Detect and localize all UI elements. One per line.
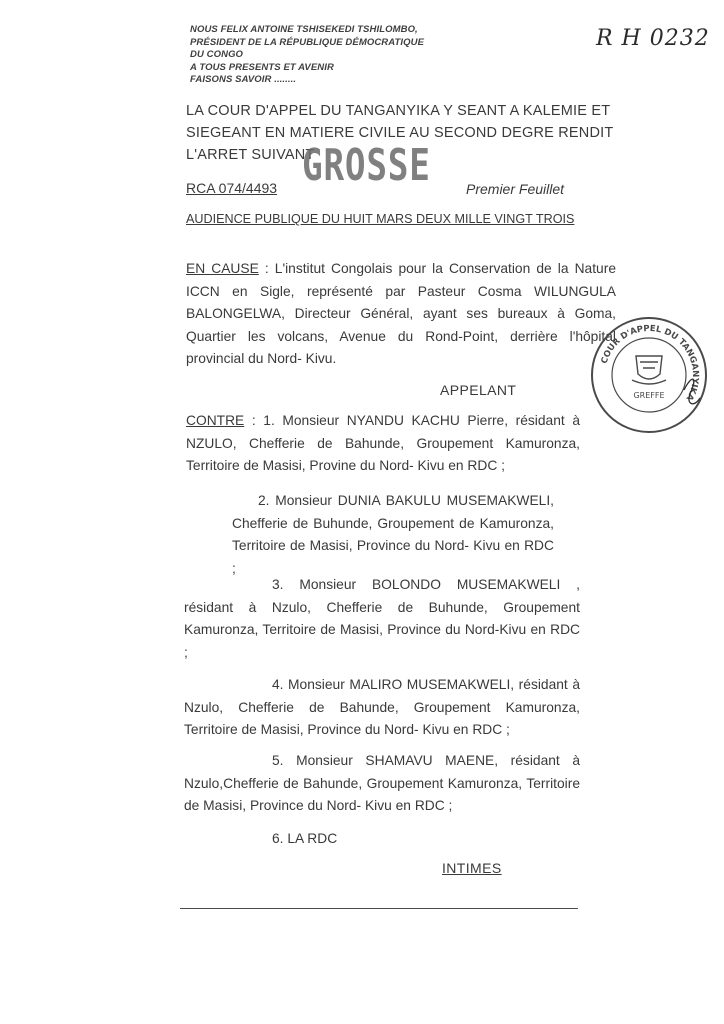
- party-2: 2. Monsieur DUNIA BAKULU MUSEMAKWELI, Chefferie de Buhunde, Groupement de Kamuronza, Territoire de Masisi, Province du Nord- Kivu en RDC ;: [232, 493, 554, 576]
- audience-line: AUDIENCE PUBLIQUE DU HUIT MARS DEUX MILLE VINGT TROIS: [186, 212, 575, 226]
- case-number: RCA 074/4493: [186, 180, 278, 196]
- contre-text: : 1. Monsieur NYANDU KACHU Pierre, résidant à NZULO, Chefferie de Bahunde, Groupement Kamuronza, Territoire de Masisi, Provine du Nord- Kivu en RDC ;: [186, 413, 580, 473]
- court-seal: [588, 314, 710, 436]
- seal-inner-ring: [612, 338, 686, 412]
- presidential-preamble: [190, 24, 424, 87]
- seal-ring-text: COUR D'APPEL DU TANGANYIKA: [599, 323, 701, 402]
- party-4: 4. Monsieur MALIRO MUSEMAKWELI, résidant à Nzulo, Chefferie de Bahunde, Groupement Kamuronza, Territoire de Masisi, Province du Nord- Kivu en RDC ;: [184, 677, 580, 737]
- seal-emblem-icon: [632, 356, 666, 384]
- sheet-label: Premier Feuillet: [466, 181, 565, 197]
- en-cause-text: : L'institut Congolais pour la Conservation de la Nature ICCN en Sigle, représenté par Pasteur Cosma WILUNGULA BALONGELWA, Directeur Général, ayant ses bureaux à Goma, Quartier les volcans, Avenue du Rond-Point, derrière l'hôpital provincial du Nord- Kivu.: [186, 261, 616, 366]
- seal-center-text: GREFFE: [633, 391, 665, 400]
- heading-line: L'ARRET SUIVANT: [186, 147, 315, 163]
- preamble-line: A TOUS PRESENTS ET AVENIR: [190, 61, 334, 73]
- heading-line: LA COUR D'APPEL DU TANGANYIKA Y SEANT A KALEMIE ET: [186, 103, 611, 119]
- contre-label: CONTRE: [186, 413, 245, 428]
- preamble-line: FAISONS SAVOIR ........: [190, 74, 297, 85]
- contre-paragraph: [186, 410, 580, 478]
- grosse-stamp: GROSSE: [302, 140, 431, 191]
- intimes-label: INTIMES: [442, 860, 502, 876]
- party-5: 5. Monsieur SHAMAVU MAENE, résidant à Nzulo,Chefferie de Bahunde, Groupement Kamuronza, Territoire de Masisi, Province du Nord- Kivu en RDC ;: [184, 753, 580, 813]
- appelant-label: APPELANT: [440, 382, 517, 398]
- preamble-line: DU CONGO: [190, 49, 244, 60]
- preamble-line: PRÉSIDENT DE LA RÉPUBLIQUE DÉMOCRATIQUE: [190, 36, 425, 48]
- party-3: 3. Monsieur BOLONDO MUSEMAKWELI , résidant à Nzulo, Chefferie de Buhunde, Groupement Kamuronza, Territoire de Masisi, Province du Nord-Kivu en RDC ;: [184, 577, 580, 660]
- bottom-rule: [180, 908, 578, 909]
- seal-outer-ring: [592, 318, 706, 432]
- handwritten-reference: R H 0232: [596, 26, 710, 51]
- en-cause-paragraph: [186, 258, 616, 371]
- party-6: 6. LA RDC: [272, 831, 338, 846]
- en-cause-label: EN CAUSE: [186, 261, 259, 276]
- heading-line: SIEGEANT EN MATIERE CIVILE AU SECOND DEGRE RENDIT: [186, 125, 614, 141]
- preamble-line: NOUS FELIX ANTOINE TSHISEKEDI TSHILOMBO,: [190, 24, 418, 35]
